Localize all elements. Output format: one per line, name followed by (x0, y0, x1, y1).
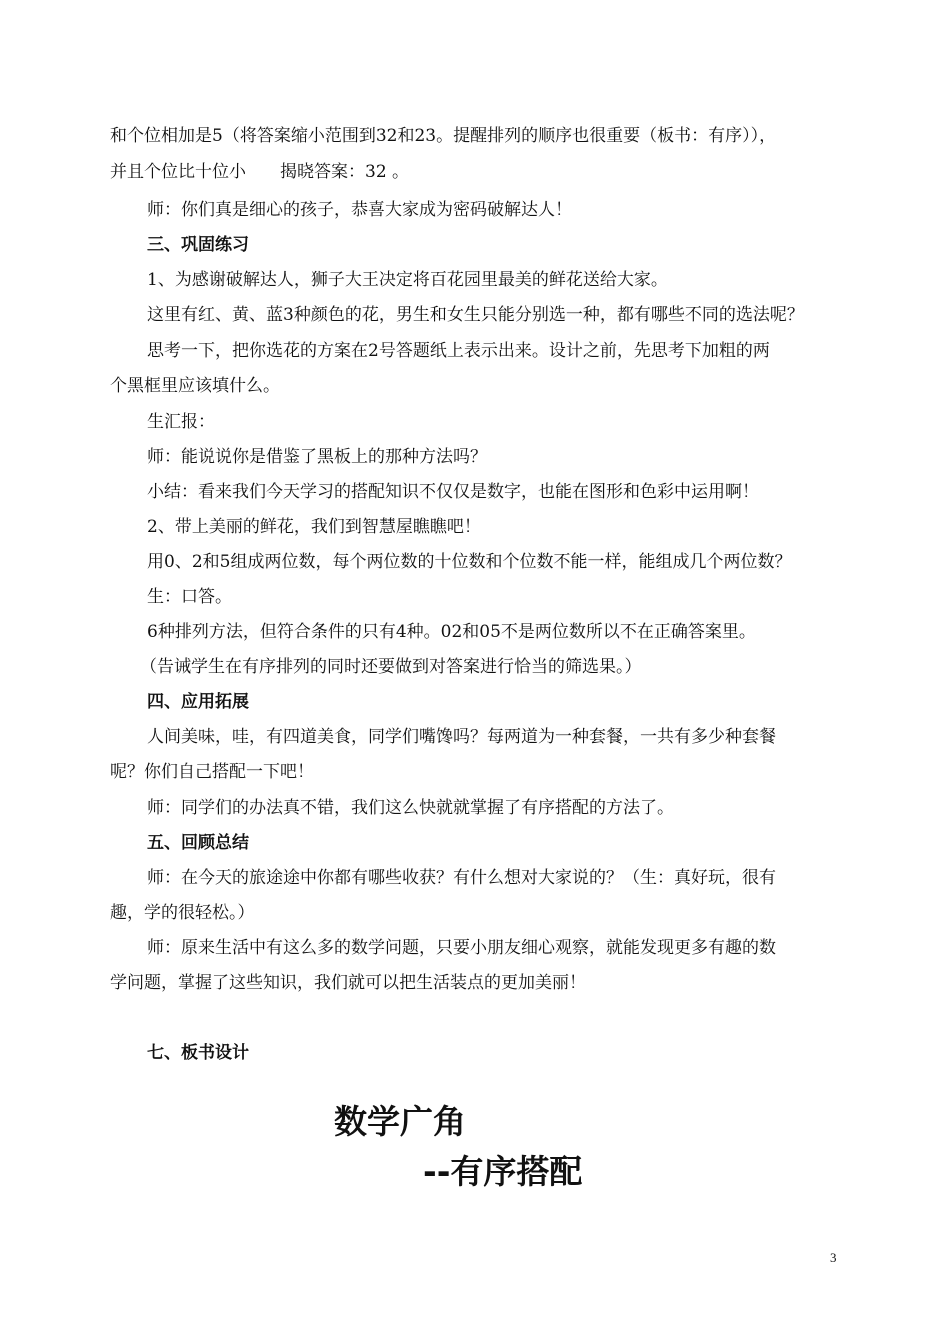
section-heading: 三、巩固练习 (147, 235, 249, 255)
page-number: 3 (830, 1250, 837, 1265)
body-text-line: 趣，学的很轻松。） (110, 903, 255, 923)
body-text-line: 师：在今天的旅途途中你都有哪些收获？有什么想对大家说的？（生：真好玩，很有 (147, 868, 776, 888)
section-heading: 七、板书设计 (147, 1043, 249, 1063)
body-text-line: 用0、2和5组成两位数，每个两位数的十位数和个位数不能一样，能组成几个两位数？ (147, 552, 792, 572)
body-text-line: 思考一下，把你选花的方案在2号答题纸上表示出来。设计之前，先思考下加粗的两 (147, 341, 770, 361)
body-text-line: 师：原来生活中有这么多的数学问题，只要小朋友细心观察，就能发现更多有趣的数 (147, 938, 776, 958)
body-text-line: 师：你们真是细心的孩子，恭喜大家成为密码破解达人！ (147, 200, 572, 220)
body-text-line: 生汇报： (147, 412, 215, 432)
body-text-line: 呢？你们自己搭配一下吧！ (110, 762, 314, 782)
body-text-line: 小结：看来我们今天学习的搭配知识不仅仅是数字，也能在图形和色彩中运用啊！ (147, 482, 759, 502)
body-text-line: 人间美味，哇，有四道美食，同学们嘴馋吗？每两道为一种套餐，一共有多少种套餐 (147, 727, 776, 747)
section-heading: 四、应用拓展 (147, 692, 249, 712)
section-heading: 五、回顾总结 (147, 833, 249, 853)
body-text-line: 师：同学们的办法真不错，我们这么快就就掌握了有序搭配的方法了。 (147, 798, 674, 818)
body-text-line: 并且个位比十位小 揭晓答案：32 。 (110, 162, 410, 182)
board-subtitle: --有序搭配 (423, 1152, 583, 1191)
body-text-line: 和个位相加是5（将答案缩小范围到32和23。提醒排列的顺序也很重要（板书：有序））， (110, 126, 777, 146)
body-text-line: 1、为感谢破解达人，狮子大王决定将百花园里最美的鲜花送给大家。 (147, 270, 668, 290)
body-text-line: 这里有红、黄、蓝3种颜色的花，男生和女生只能分别选一种，都有哪些不同的选法呢？ (147, 305, 804, 325)
body-text-line: 师：能说说你是借鉴了黑板上的那种方法吗？ (147, 447, 487, 467)
board-title: 数学广角 (334, 1102, 466, 1141)
body-text-line: 学问题，掌握了这些知识，我们就可以把生活装点的更加美丽！ (110, 973, 586, 993)
body-text-line: 6种排列方法，但符合条件的只有4种。02和05不是两位数所以不在正确答案里。 (147, 622, 756, 642)
body-text-line: （告诫学生在有序排列的同时还要做到对答案进行恰当的筛选果。） (140, 657, 642, 677)
body-text-line: 生：口答。 (147, 587, 232, 607)
body-text-line: 2、带上美丽的鲜花，我们到智慧屋瞧瞧吧！ (147, 517, 481, 537)
body-text-line: 个黑框里应该填什么。 (110, 376, 280, 396)
